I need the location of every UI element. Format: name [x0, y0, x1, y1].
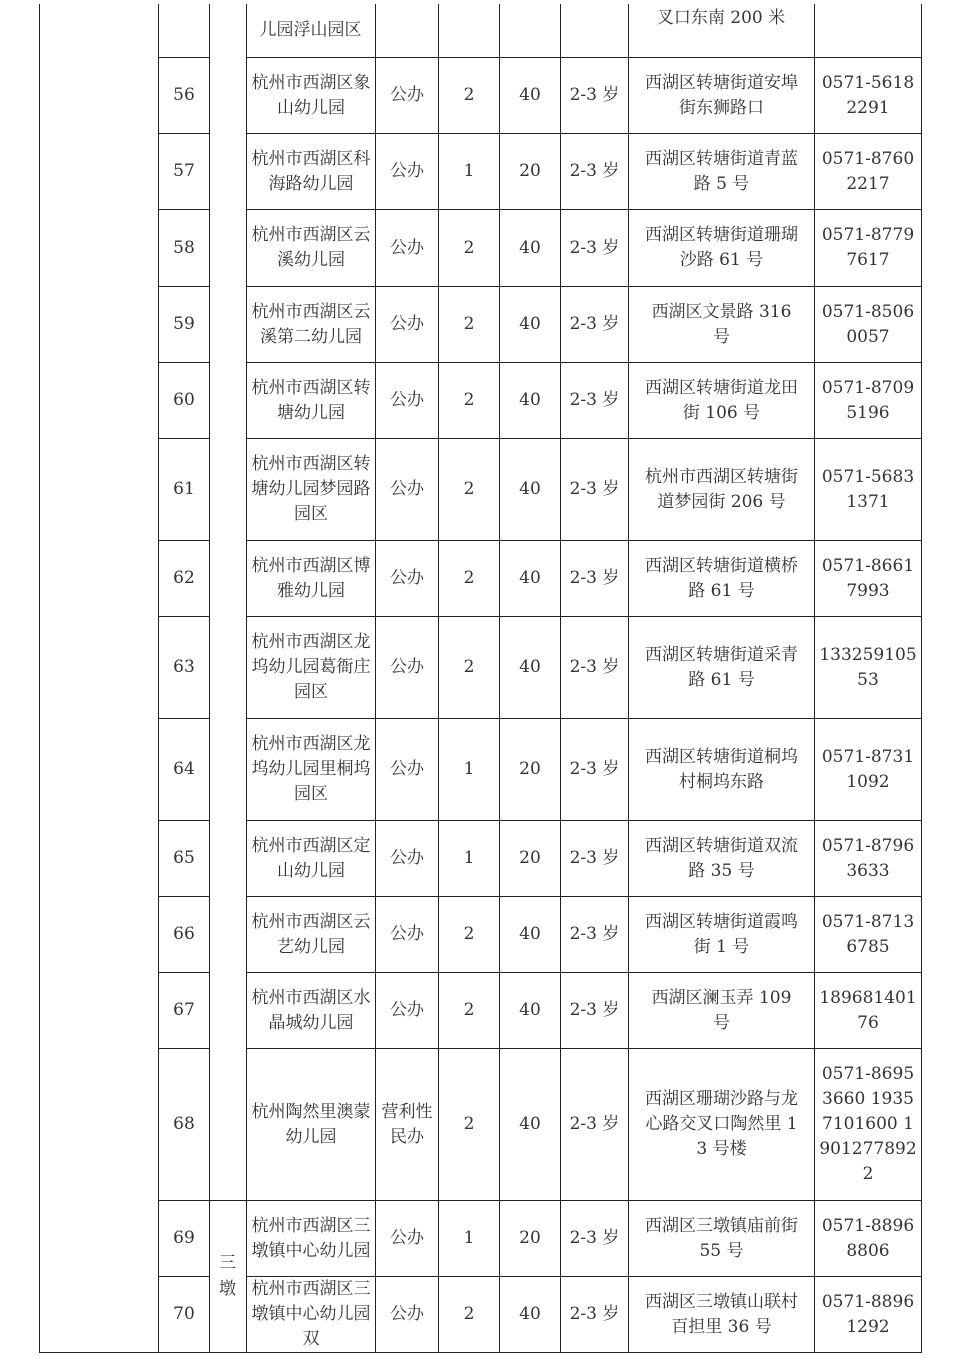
school-type: 公办 — [390, 1228, 424, 1248]
class-count: 1 — [463, 759, 475, 779]
school-type: 公办 — [390, 759, 424, 779]
seat-count: 20 — [519, 1228, 541, 1248]
school-type: 公办 — [390, 1000, 424, 1020]
school-type: 公办 — [390, 657, 424, 677]
kindergarten-name: 杭州市西湖区转塘幼儿园梦园路园区 — [251, 454, 371, 524]
partial-row-address: 叉口东南 200 米 — [656, 7, 786, 28]
seat-count: 40 — [519, 924, 541, 944]
age-range: 2-3 岁 — [569, 479, 620, 499]
seat-count: 40 — [519, 237, 541, 258]
class-count: 1 — [463, 848, 475, 868]
row-number: 66 — [173, 924, 195, 944]
address: 西湖区转塘街道横桥路 61 号 — [645, 555, 798, 601]
class-count: 1 — [463, 161, 475, 181]
address: 西湖区澜玉弄 109 号 — [651, 987, 792, 1033]
class-count: 2 — [463, 924, 475, 944]
partial-row-name: 儿园浮山园区 — [259, 20, 362, 40]
school-type: 公办 — [390, 848, 424, 868]
row-number: 56 — [173, 85, 195, 105]
phone: 0571-86617993 — [821, 555, 915, 601]
age-range: 2-3 岁 — [569, 1304, 620, 1324]
seat-count: 20 — [519, 759, 541, 779]
phone: 18968140176 — [819, 987, 917, 1033]
kindergarten-name: 杭州市西湖区云溪幼儿园 — [251, 225, 371, 270]
address: 西湖区转塘街道双流路 35 号 — [645, 835, 798, 881]
kindergarten-name: 杭州市西湖区转塘幼儿园 — [251, 377, 371, 423]
age-range: 2-3 岁 — [569, 848, 620, 868]
school-type: 公办 — [390, 85, 424, 105]
address: 杭州市西湖区转塘街道梦园街 206 号 — [645, 466, 798, 512]
phone: 13325910553 — [819, 644, 917, 690]
seat-count: 40 — [519, 1304, 541, 1324]
kindergarten-name: 杭州市西湖区龙坞幼儿园里桐坞园区 — [251, 734, 371, 804]
class-count: 2 — [463, 479, 475, 499]
row-number: 68 — [173, 1114, 195, 1134]
seat-count: 40 — [519, 568, 541, 588]
class-count: 2 — [463, 657, 475, 677]
age-range: 2-3 岁 — [569, 314, 620, 334]
kindergarten-name: 杭州市西湖区象山幼儿园 — [251, 72, 371, 118]
class-count: 2 — [463, 390, 475, 410]
phone: 0571-86953660 19357101600 19012778922 — [819, 1064, 917, 1184]
class-count: 2 — [463, 314, 475, 334]
phone: 0571-87095196 — [821, 377, 915, 423]
class-count: 2 — [463, 237, 475, 258]
kindergarten-name: 杭州陶然里澳蒙幼儿园 — [251, 1101, 371, 1147]
address: 西湖区转塘街道桐坞村桐坞东路 — [645, 746, 798, 792]
school-type: 公办 — [390, 237, 424, 258]
class-count: 2 — [463, 568, 475, 588]
seat-count: 40 — [519, 1114, 541, 1134]
table-border-right — [921, 4, 922, 1353]
seat-count: 40 — [519, 1000, 541, 1020]
age-range: 2-3 岁 — [569, 657, 620, 677]
class-count: 2 — [463, 1114, 475, 1134]
age-range: 2-3 岁 — [569, 85, 620, 105]
seat-count: 20 — [519, 161, 541, 181]
school-type: 公办 — [390, 390, 424, 410]
row-number: 57 — [173, 161, 195, 181]
phone: 0571-87602217 — [821, 148, 915, 194]
kindergarten-name: 杭州市西湖区三墩镇中心幼儿园 — [251, 1215, 371, 1261]
address: 西湖区三墩镇山联村百担里 36 号 — [645, 1291, 798, 1337]
seat-count: 40 — [519, 479, 541, 499]
kindergarten-name: 杭州市西湖区博雅幼儿园 — [251, 555, 371, 601]
kindergarten-name: 杭州市西湖区科海路幼儿园 — [251, 148, 371, 194]
school-type: 公办 — [390, 924, 424, 944]
kindergarten-name: 杭州市西湖区三墩镇中心幼儿园双 — [251, 1279, 371, 1349]
seat-count: 40 — [519, 314, 541, 334]
row-number: 64 — [173, 759, 195, 779]
table-border-left — [39, 4, 40, 1353]
phone: 0571-88968806 — [821, 1215, 915, 1261]
table-border-bottom — [39, 1352, 922, 1353]
phone: 0571-56831371 — [821, 466, 915, 512]
class-count: 1 — [463, 1228, 475, 1248]
school-type: 公办 — [390, 314, 424, 334]
seat-count: 40 — [519, 390, 541, 410]
class-count: 2 — [463, 1000, 475, 1020]
phone: 0571-87136785 — [821, 911, 915, 957]
address: 西湖区转塘街道青蓝路 5 号 — [645, 148, 798, 194]
row-number: 58 — [173, 237, 195, 258]
age-range: 2-3 岁 — [569, 237, 620, 258]
table-vline — [209, 4, 210, 1353]
kindergarten-name: 杭州市西湖区龙坞幼儿园葛衙庄园区 — [251, 632, 371, 702]
address: 西湖区文景路 316 号 — [651, 301, 792, 347]
row-number: 61 — [173, 479, 195, 499]
school-type: 营利性民办 — [381, 1101, 433, 1147]
age-range: 2-3 岁 — [569, 1228, 620, 1248]
address: 西湖区转塘街道采青路 61 号 — [645, 644, 798, 690]
phone: 0571-87963633 — [821, 835, 915, 881]
age-range: 2-3 岁 — [569, 924, 620, 944]
age-range: 2-3 岁 — [569, 759, 620, 779]
school-type: 公办 — [390, 479, 424, 499]
kindergarten-name: 杭州市西湖区定山幼儿园 — [251, 835, 371, 881]
school-type: 公办 — [390, 161, 424, 181]
age-range: 2-3 岁 — [569, 1114, 620, 1134]
row-number: 60 — [173, 390, 195, 410]
age-range: 2-3 岁 — [569, 161, 620, 181]
age-range: 2-3 岁 — [569, 1000, 620, 1020]
row-number: 67 — [173, 1000, 195, 1020]
phone: 0571-56182291 — [821, 72, 915, 118]
age-range: 2-3 岁 — [569, 390, 620, 410]
seat-count: 40 — [519, 657, 541, 677]
address: 西湖区转塘街道珊瑚沙路 61 号 — [645, 225, 798, 270]
class-count: 2 — [463, 85, 475, 105]
address: 西湖区转塘街道霞鸣街 1 号 — [645, 911, 798, 957]
seat-count: 40 — [519, 85, 541, 105]
row-number: 69 — [173, 1228, 195, 1248]
school-type: 公办 — [390, 1304, 424, 1324]
address: 西湖区转塘街道龙田街 106 号 — [645, 377, 798, 423]
class-count: 2 — [463, 1304, 475, 1324]
kindergarten-name: 杭州市西湖区水晶城幼儿园 — [251, 987, 371, 1033]
address: 西湖区三墩镇庙前街 55 号 — [645, 1215, 798, 1261]
seat-count: 20 — [519, 848, 541, 868]
address: 西湖区转塘街道安埠街东狮路口 — [645, 72, 798, 118]
town-label-sandun: 三墩 — [219, 1253, 236, 1299]
school-type: 公办 — [390, 568, 424, 588]
phone: 0571-85060057 — [821, 301, 915, 347]
age-range: 2-3 岁 — [569, 568, 620, 588]
phone: 0571-88961292 — [821, 1291, 915, 1337]
row-number: 62 — [173, 568, 195, 588]
address: 西湖区珊瑚沙路与龙心路交叉口陶然里 13 号楼 — [645, 1089, 798, 1159]
phone: 0571-87311092 — [821, 746, 915, 792]
row-number: 59 — [173, 314, 195, 334]
kindergarten-name: 杭州市西湖区云溪第二幼儿园 — [251, 301, 371, 347]
row-number: 63 — [173, 657, 195, 677]
row-number: 65 — [173, 848, 195, 868]
row-number: 70 — [173, 1304, 195, 1324]
phone: 0571-87797617 — [821, 225, 915, 270]
kindergarten-name: 杭州市西湖区云艺幼儿园 — [251, 911, 371, 957]
